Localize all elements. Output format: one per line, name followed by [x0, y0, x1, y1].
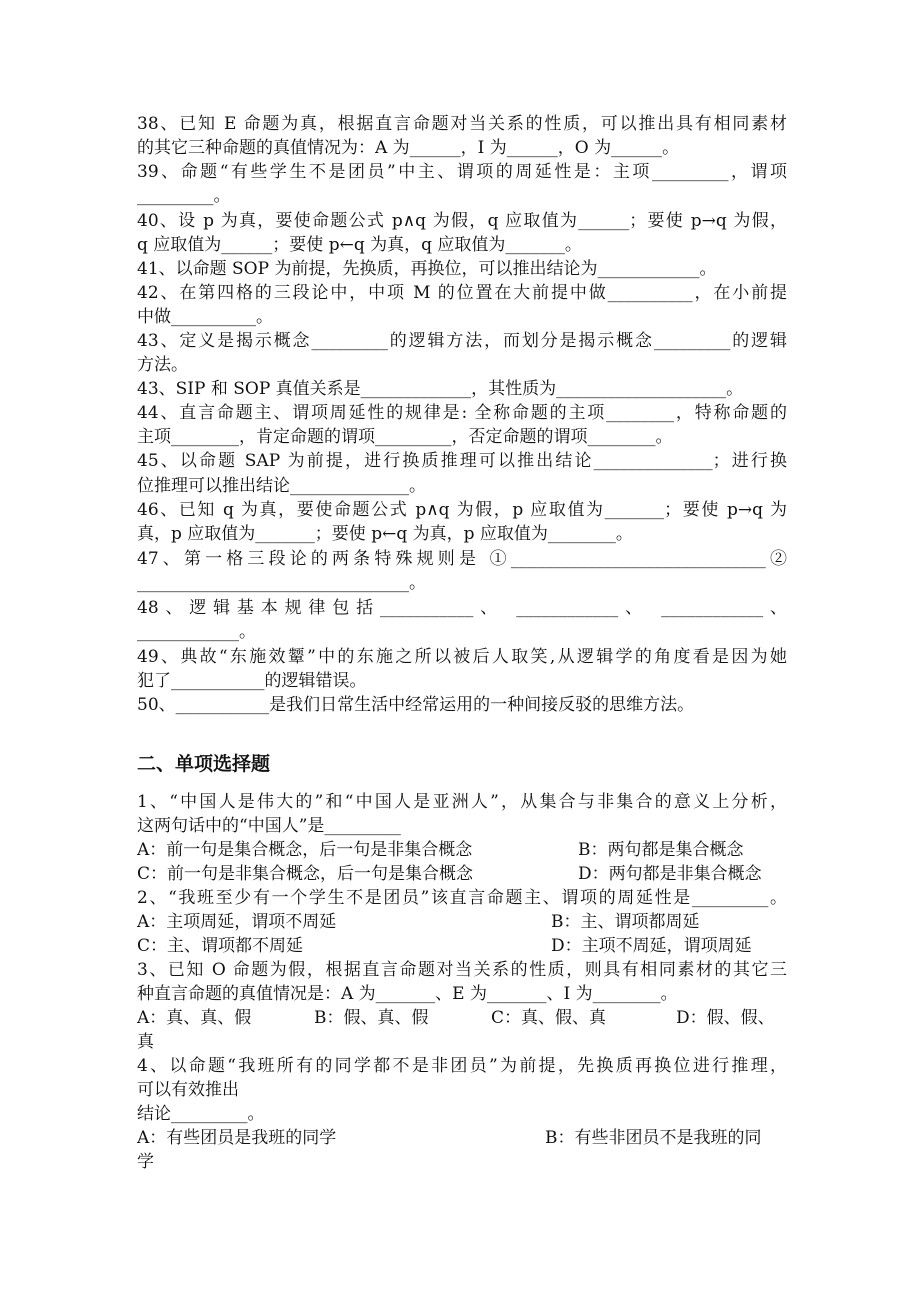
question-line: 49、典故“东施效颦”中的东施之所以被后人取笑,从逻辑学的角度看是因为她 — [137, 647, 787, 667]
question-line: 真，p 应取值为_______；要使 p←q 为真，p 应取值为________。 — [137, 524, 633, 544]
question-line: 42、在第四格的三段论中，中项 M 的位置在大前提中做__________，在小前提 — [137, 283, 787, 303]
option-c: C：前一句是非集合概念，后一句是集合概念 — [137, 864, 474, 884]
question-line: 4、以命题“我班所有的同学都不是非团员”为前提，先换质再换位进行推理， — [137, 1056, 787, 1076]
option-b-continued: 学 — [137, 1152, 154, 1172]
question-line: 位推理可以推出结论______________。 — [137, 476, 426, 496]
option-c: C：主、谓项都不周延 — [137, 936, 304, 956]
question-line: 犯了___________的逻辑错误。 — [137, 671, 367, 691]
question-line: 中做__________。 — [137, 307, 273, 327]
option-a: A：真、真、假 — [137, 1008, 252, 1028]
question-line: 48、逻辑基本规律包括___________、 ____________、 ____________、 — [137, 598, 787, 618]
question-line: 结论_________。 — [137, 1104, 265, 1124]
option-d-continued: 真 — [137, 1032, 154, 1052]
question-line: 47、第一格三段论的两条特殊规则是 ①______________________________② — [137, 549, 787, 569]
question-line: 43、SIP 和 SOP 真值关系是_____________，其性质为____________________。 — [137, 379, 744, 399]
question-line: 39、命题“有些学生不是团员”中主、谓项的周延性是：主项_________，谓项 — [137, 162, 787, 182]
option-d: D：主项不周延，谓项周延 — [551, 936, 752, 956]
question-line: _________。 — [137, 186, 231, 206]
option-d: D：假、假、 — [676, 1008, 775, 1028]
question-line: 45、以命题 SAP 为前提，进行换质推理可以推出结论______________；进行换 — [137, 451, 787, 471]
question-line: q 应取值为______；要使 p←q 为真，q 应取值为_______。 — [137, 235, 582, 255]
option-b: B：有些非团员不是我班的同 — [545, 1128, 762, 1148]
section-title: 二、单项选择题 — [137, 753, 271, 775]
question-line: 3、已知 O 命题为假，根据直言命题对当关系的性质，则具有相同素材的其它三 — [137, 960, 787, 980]
question-line: 的其它三种命题的真值情况为：A 为______，I 为______，O 为______。 — [137, 138, 680, 158]
question-line: 43、定义是揭示概念_________的逻辑方法，而划分是揭示概念_________的逻辑 — [137, 331, 787, 351]
option-b: B：主、谓项都周延 — [551, 912, 700, 932]
question-line: 方法。 — [137, 355, 188, 375]
question-line: 2、“我班至少有一个学生不是团员”该直言命题主、谓项的周延性是_________。 — [137, 888, 787, 908]
option-b: B：两句都是集合概念 — [578, 840, 744, 860]
question-line: 44、直言命题主、谓项周延性的规律是: 全称命题的主项________，特称命题的 — [137, 403, 787, 423]
question-line: 1、“中国人是伟大的”和“中国人是亚洲人”，从集合与非集合的意义上分析， — [137, 792, 787, 812]
question-line: 这两句话中的“中国人”是_________ — [137, 816, 401, 836]
question-line: 50、___________是我们日常生活中经常运用的一种间接反驳的思维方法。 — [137, 695, 695, 715]
option-a: A：前一句是集合概念，后一句是非集合概念 — [137, 840, 473, 860]
question-line: ________________________________。 — [137, 573, 426, 593]
question-line: 41、以命题 SOP 为前提，先换质，再换位，可以推出结论为____________。 — [137, 259, 717, 279]
option-a: A：有些团员是我班的同学 — [137, 1128, 337, 1148]
question-line: 46、已知 q 为真，要使命题公式 p∧q 为假，p 应取值为_______；要使 p→q 为 — [137, 500, 787, 520]
question-line: 40、设 p 为真，要使命题公式 p∧q 为假，q 应取值为______；要使 p→q 为假， — [137, 211, 787, 231]
option-c: C：真、假、真 — [491, 1008, 607, 1028]
option-d: D：两句都是非集合概念 — [578, 864, 762, 884]
question-line: ____________。 — [137, 622, 256, 642]
question-line: 主项________，肯定命题的谓项_________，否定命题的谓项________。 — [137, 427, 673, 447]
option-b: B：假、真、假 — [314, 1008, 429, 1028]
question-line: 种直言命题的真值情况是：A 为_______、E 为_______、I 为________。 — [137, 984, 678, 1004]
option-a: A：主项周延，谓项不周延 — [137, 912, 337, 932]
question-line: 可以有效推出 — [137, 1080, 239, 1100]
question-line: 38、已知 E 命题为真，根据直言命题对当关系的性质，可以推出具有相同素材 — [137, 114, 787, 134]
